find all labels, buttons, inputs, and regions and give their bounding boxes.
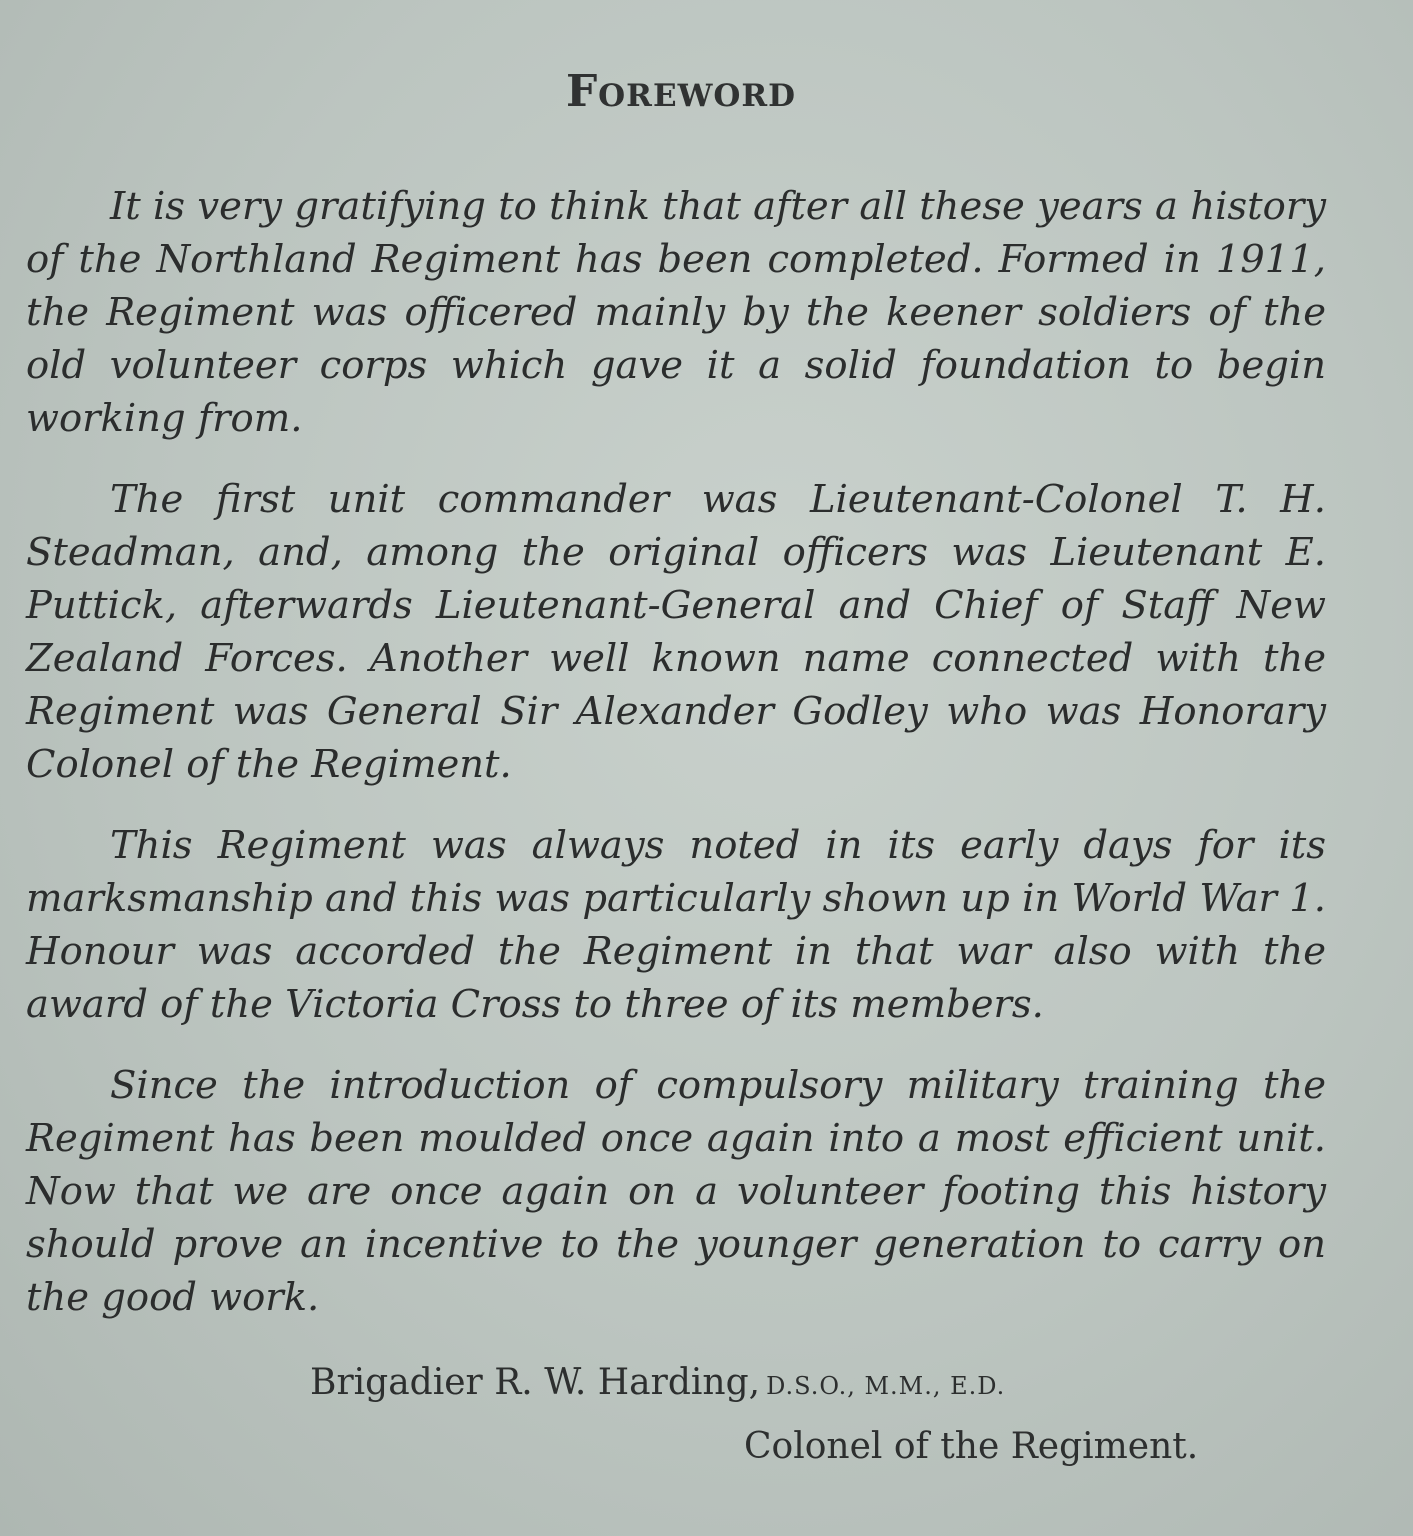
paragraph-3: This Regiment was always noted in its early days for its marksmanship and this was particularly shown up in World War 1. Honour was accorded the Regiment in that war also with the award of the Victoria Cross to three of its members. (26, 823, 1326, 1027)
signature-name-line (310, 1362, 1005, 1403)
paragraph-4: Since the introduction of compulsory military training the Regiment has been moulded once again into a most efficient unit. Now that we are once again on a volunteer footing this history should prove an incentive to the younger generation to carry on the good work. (26, 1063, 1326, 1320)
signature-role: Colonel of the Regiment. (744, 1426, 1199, 1467)
foreword-body (26, 180, 1326, 1352)
paragraph-1: It is very gratifying to think that after all these years a history of the Northland Regiment has been completed. Formed in 1911, the Regiment was officered mainly by the keener soldiers of the old volunteer corps which gave it a solid foundation to begin working from. (26, 184, 1326, 441)
signature-postnominals: D.S.O., M.M., E.D. (766, 1372, 1006, 1400)
signature-name: Brigadier R. W. Harding, (310, 1362, 761, 1403)
paragraph-2: The first unit commander was Lieutenant-Colonel T. H. Steadman, and, among the original officers was Lieutenant E. Puttick, afterwards Lieutenant-General and Chief of Staff New Zealand Forces. Another well known name connected with the Regiment was General Sir Alexander Godley who was Honorary Colonel of the Regiment. (26, 477, 1326, 787)
page-title: Foreword (565, 66, 797, 117)
